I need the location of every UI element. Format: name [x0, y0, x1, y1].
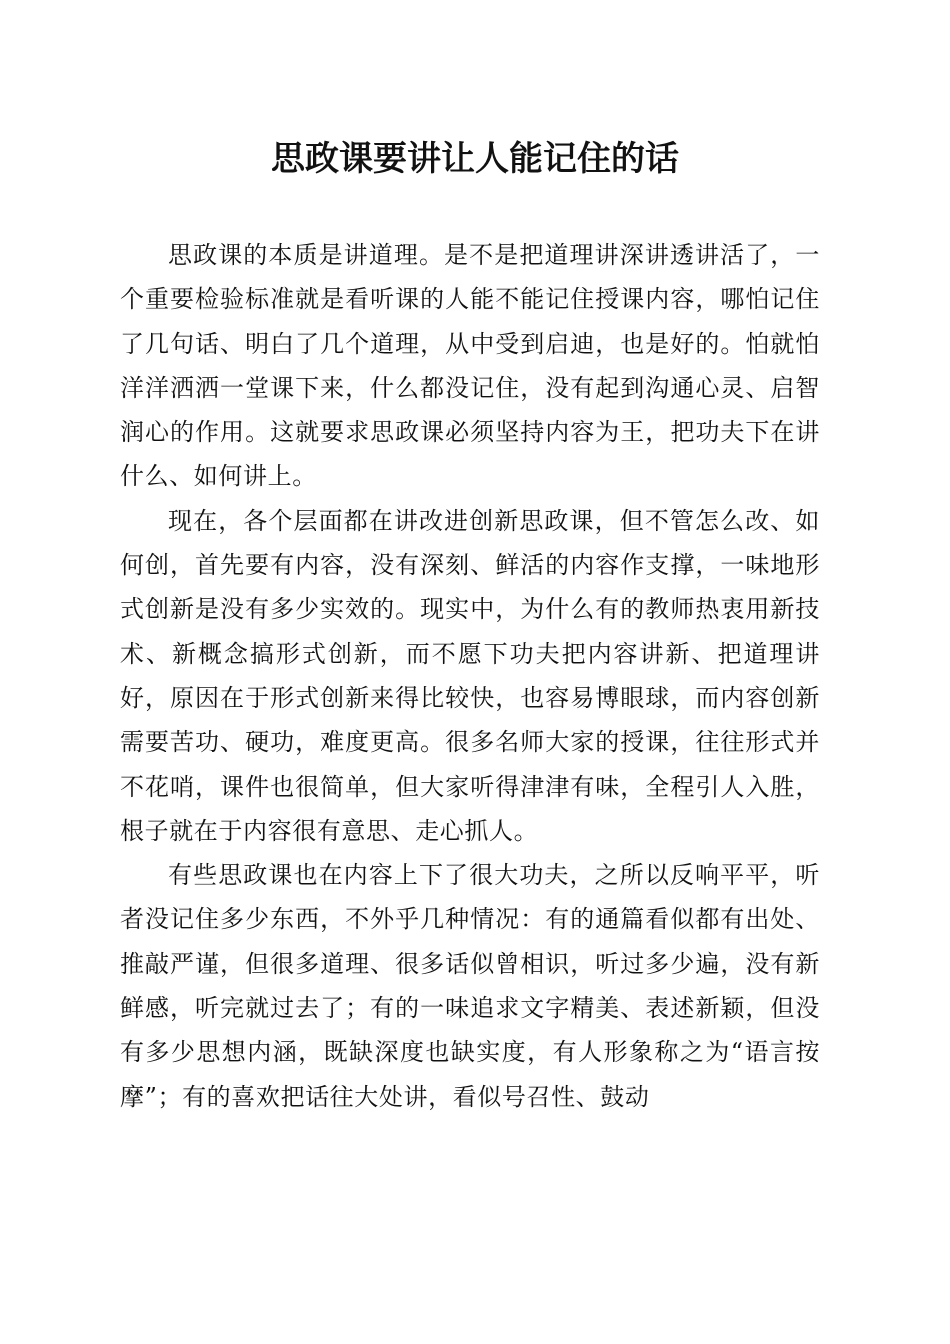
document-title: 思政课要讲让人能记住的话: [271, 139, 679, 179]
document-body: [120, 233, 820, 1119]
paragraph-3: 有些思政课也在内容上下了很大功夫，之所以反响平平，听者没记住多少东西，不外乎几种情况：有的通篇看似都有出处、推敲严谨，但很多道理、很多话似曾相识，听过多少遍，没有新鲜感，听完就过去了；有的一味追求文字精美、表述新颖，但没有多少思想内涵，既缺深度也缺实度，有人形象称之为“语言按摩”；有的喜欢把话往大处讲，看似号召性、鼓动: [120, 861, 820, 1111]
paragraph-2: 现在，各个层面都在讲改进创新思政课，但不管怎么改、如何创，首先要有内容，没有深刻、鲜活的内容作支撑，一味地形式创新是没有多少实效的。现实中，为什么有的教师热衷用新技术、新概念搞形式创新，而不愿下功夫把内容讲新、把道理讲好，原因在于形式创新来得比较快，也容易博眼球，而内容创新需要苦功、硬功，难度更高。很多名师大家的授课，往往形式并不花哨，课件也很简单，但大家听得津津有味，全程引人入胜，根子就在于内容很有意思、走心抓人。: [120, 506, 820, 845]
paragraph-1: 思政课的本质是讲道理。是不是把道理讲深讲透讲活了，一个重要检验标准就是看听课的人能不能记住授课内容，哪怕记住了几句话、明白了几个道理，从中受到启迪，也是好的。怕就怕洋洋洒洒一堂课下来，什么都没记住，没有起到沟通心灵、启智润心的作用。这就要求思政课必须坚持内容为王，把功夫下在讲什么、如何讲上。: [120, 241, 820, 491]
